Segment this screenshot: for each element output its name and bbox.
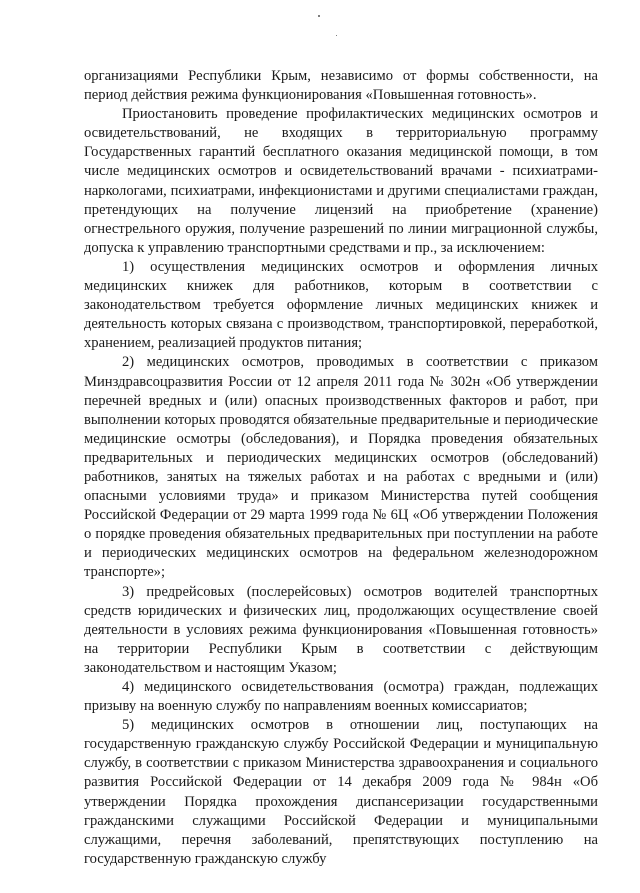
list-item-2: 2) медицинских осмотров, проводимых в соответствии с приказом Минздравсоцразвития России от 12 апреля 2011 года № 302н «Об утверждении перечней вредных и (или) опасных производственных факторов и работ, при выполнении которых проводятся обязательные предварительные и периодические медицинские осмотры (обследования), и Порядка проведения обязательных предварительных и периодических медицинских осмотров (обследований) работников, занятых на тяжелых работах и на работах с вредными и (или) опасными условиями труда» и приказом Министерства путей сообщения Российской Федерации от 29 марта 1999 года № 6Ц «Об утверждении Положения о порядке проведения обязательных предварительных при поступлении на работе и периодических медицинских осмотров на федеральном железнодорожном транспорте»;: [84, 354, 598, 581]
list-item-3: 3) предрейсовых (послерейсовых) осмотров водителей транспортных средств юридических и физических лиц, продолжающих осуществление своей деятельности в условиях режима функционирования «Повышенная готовность» на территории Республики Крым в соответствии с действующим законодательством и настоящим Указом;: [84, 583, 598, 676]
scan-speck: [336, 35, 337, 36]
document-body: [84, 67, 598, 869]
list-item-5: 5) медицинских осмотров в отношении лиц, поступающих на государственную гражданскую службу Российской Федерации и муниципальную службу, в соответствии с приказом Министерства здравоохранения и социального развития Российской Федерации от 14 декабря 2009 года № 984н «Об утверждении Порядка прохождения диспансеризации государственными гражданскими служащими Российской Федерации и муниципальными служащими, перечня заболеваний, препятствующих поступлению на государственную гражданскую службу: [84, 717, 598, 867]
paragraph-continuation: организациями Республики Крым, независимо от формы собственности, на период действия режима функционирования «Повышенная готовность».: [84, 68, 598, 104]
list-item-4: 4) медицинского освидетельствования (осмотра) граждан, подлежащих призыву на военную службу по направлениям военных комиссариатов;: [84, 679, 598, 715]
scan-speck: [318, 15, 320, 17]
list-item-1: 1) осуществления медицинских осмотров и оформления личных медицинских книжек для работников, которым в соответствии с законодательством требуется оформление личных медицинских книжек и деятельность которых связана с производством, транспортировкой, переработкой, хранением, реализацией продуктов питания;: [84, 258, 598, 352]
paragraph-suspend-exams: Приостановить проведение профилактических медицинских осмотров и освидетельствований, не входящих в территориальную программу Государственных гарантий бесплатного оказания медицинской помощи, в том числе медицинских осмотров и освидетельствований врачами - психиатрами-наркологами, психиатрами, инфекционистами и другими специалистами граждан, претендующих на получение лицензий на приобретение (хранение) огнестрельного оружия, получение разрешений по линии миграционной службы, допуска к управлению транспортными средствами и пр., за исключением:: [84, 106, 598, 256]
